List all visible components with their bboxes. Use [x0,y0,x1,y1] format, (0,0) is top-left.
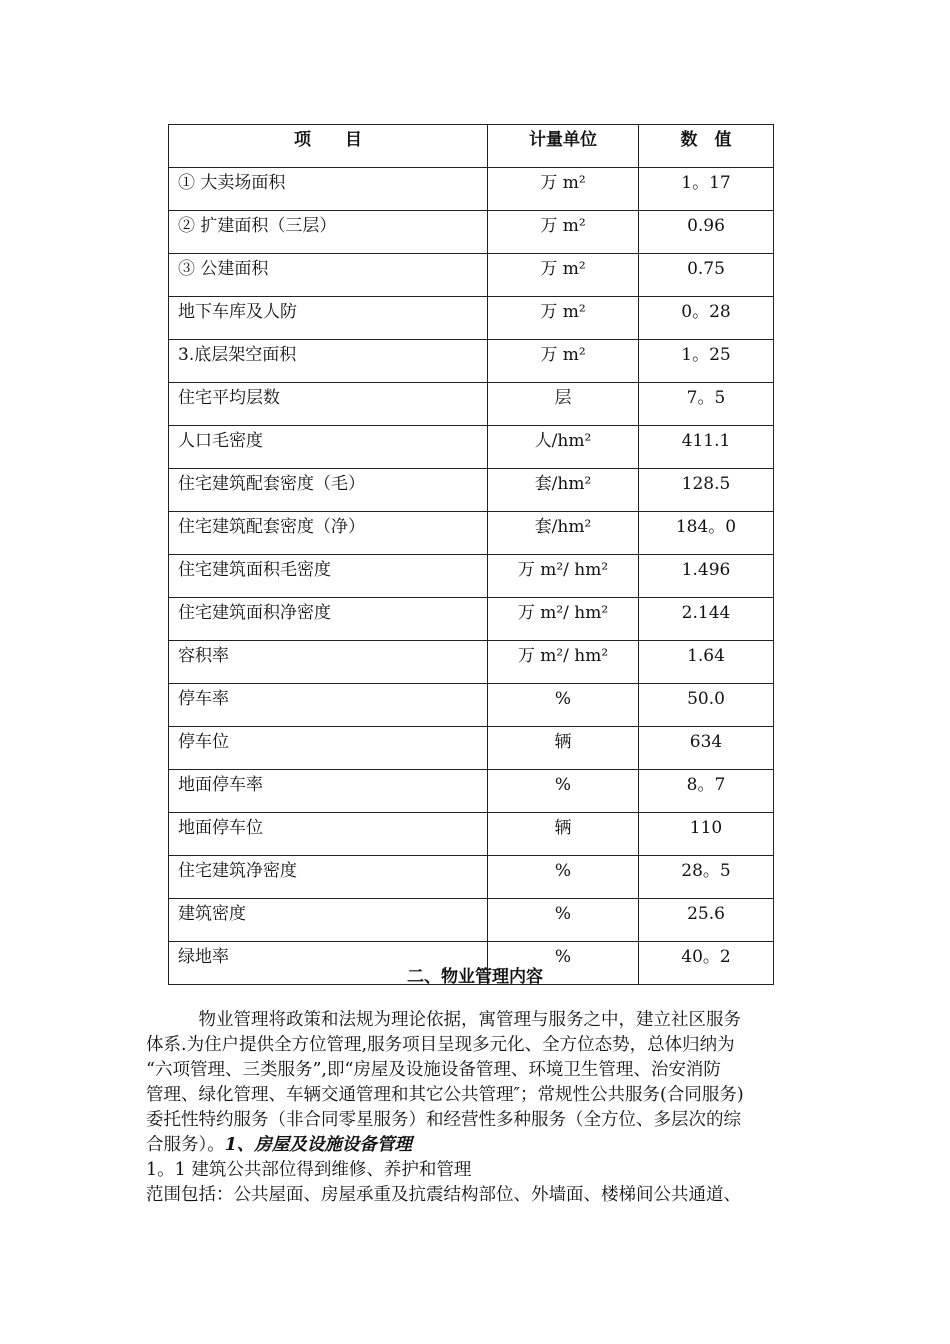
table-header-row [169,125,774,168]
table-row [169,469,774,512]
cell-value: 0.75 [639,254,774,297]
cell-item: 停车率 [169,684,488,727]
cell-unit: % [488,684,639,727]
cell-unit: 层 [488,383,639,426]
cell-item: ③ 公建面积 [169,254,488,297]
cell-value: 28。5 [639,856,774,899]
cell-unit: 万 m² [488,168,639,211]
cell-unit: 辆 [488,813,639,856]
table-row [169,383,774,426]
cell-unit: % [488,856,639,899]
cell-item: ② 扩建面积（三层） [169,211,488,254]
cell-unit: 万 m²/ hm² [488,641,639,684]
cell-unit: 辆 [488,727,639,770]
table-row [169,727,774,770]
cell-value: 110 [639,813,774,856]
cell-item: 住宅建筑配套密度（净） [169,512,488,555]
cell-unit: 万 m² [488,211,639,254]
subsection-heading: 1、房屋及设施设备管理 [224,1135,412,1155]
cell-value: 184。0 [639,512,774,555]
header-unit: 计量单位 [488,125,639,168]
cell-item: 住宅建筑配套密度（毛） [169,469,488,512]
cell-value: 7。5 [639,383,774,426]
cell-unit: 万 m² [488,340,639,383]
table-row [169,598,774,641]
paragraph-last-line [146,1133,808,1157]
header-item: 项 目 [169,125,488,168]
cell-unit: 万 m²/ hm² [488,598,639,641]
cell-unit: 套/hm² [488,469,639,512]
table-row [169,426,774,469]
cell-value: 50.0 [639,684,774,727]
cell-value: 1。25 [639,340,774,383]
table-row [169,297,774,340]
cell-unit: 万 m²/ hm² [488,555,639,598]
table-row [169,340,774,383]
paragraph-line-end: 合服务）。 [146,1135,225,1155]
cell-item: 停车位 [169,727,488,770]
paragraph-line: 管理、绿化管理、车辆交通管理和其它公共管理″；常规性公共服务(合同服务) [146,1085,744,1105]
paragraph-line: 委托性特约服务（非合同零星服务）和经营性多种服务（全方位、多层次的综 [146,1110,741,1130]
table-row [169,641,774,684]
cell-unit: 人/hm² [488,426,639,469]
paragraph-line: 体系.为住户提供全方位管理,服务项目呈现多元化、全方位态势，总体归纳为 [146,1035,735,1055]
cell-value: 0。28 [639,297,774,340]
cell-unit: 万 m² [488,297,639,340]
table-row [169,856,774,899]
paragraph-line: “六项管理、三类服务”,即“房屋及设施设备管理、环境卫生管理、治安消防 [146,1060,721,1080]
header-value: 数 值 [639,125,774,168]
table-row [169,770,774,813]
cell-item: 地面停车位 [169,813,488,856]
cell-value: 0.96 [639,211,774,254]
table-row [169,512,774,555]
cell-item: 人口毛密度 [169,426,488,469]
cell-value: 411.1 [639,426,774,469]
cell-value: 1.64 [639,641,774,684]
cell-unit: % [488,942,639,985]
cell-item: ① 大卖场面积 [169,168,488,211]
cell-unit: 套/hm² [488,512,639,555]
section-title: 二、物业管理内容 [407,967,543,987]
cell-item: 地面停车率 [169,770,488,813]
indicator-table [168,124,774,985]
cell-item: 住宅建筑面积毛密度 [169,555,488,598]
table-row [169,684,774,727]
table-row [169,211,774,254]
table-row [169,168,774,211]
cell-value: 634 [639,727,774,770]
table-row [169,899,774,942]
cell-value: 1。17 [639,168,774,211]
cell-item: 3.底层架空面积 [169,340,488,383]
table-row [169,254,774,297]
cell-unit: % [488,899,639,942]
paragraph-line: 物业管理将政策和法规为理论依据，寓管理与服务之中，建立社区服务 [146,1010,741,1030]
cell-item: 地下车库及人防 [169,297,488,340]
cell-item: 住宅建筑净密度 [169,856,488,899]
cell-value: 40。2 [639,942,774,985]
table-row [169,555,774,598]
cell-item: 容积率 [169,641,488,684]
cell-value: 2.144 [639,598,774,641]
cell-value: 25.6 [639,899,774,942]
cell-unit: 万 m² [488,254,639,297]
table-row [169,813,774,856]
sub-heading: 1。1 建筑公共部位得到维修、养护和管理 [146,1160,472,1180]
scope-text: 范围包括：公共屋面、房屋承重及抗震结构部位、外墙面、楼梯间公共通道、 [146,1185,741,1205]
cell-item: 建筑密度 [169,899,488,942]
cell-value: 8。7 [639,770,774,813]
cell-value: 1.496 [639,555,774,598]
cell-item: 住宅建筑面积净密度 [169,598,488,641]
cell-item: 住宅平均层数 [169,383,488,426]
cell-item: 绿地率 [169,942,488,985]
cell-value: 128.5 [639,469,774,512]
cell-unit: % [488,770,639,813]
